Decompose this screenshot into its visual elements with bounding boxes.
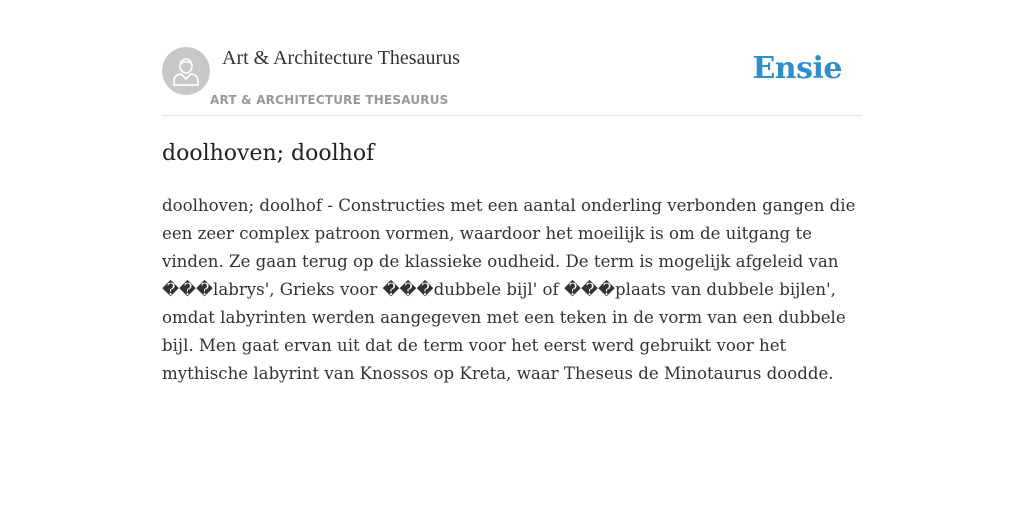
source-title[interactable]: Art & Architecture Thesaurus (222, 47, 460, 69)
user-icon (172, 56, 200, 86)
entry-title: doolhoven; doolhof (162, 141, 375, 166)
entry-definition: doolhoven; doolhof - Constructies met een aantal onderling verbonden gangen die een zeer complex patroon vormen, waardoor het moeilijk is om de uitgang te vinden. Ze gaan terug op de klassieke oudheid. De term is mogelijk afgeleid van ���labrys', Grieks voor ���dubbele bijl' of ���plaats van dubbele bijlen', omdat labyrinten werden aangegeven met een teken in de vorm van een dubbele bijl. Men gaat ervan uit dat de term voor het eerst werd gebruikt voor het mythische labyrint van Knossos op Kreta, waar Theseus de Minotaurus doodde. (162, 196, 856, 383)
divider (162, 115, 862, 116)
entry-header (162, 46, 862, 116)
source-subtitle[interactable]: ART & ARCHITECTURE THESAURUS (210, 93, 449, 107)
avatar[interactable] (162, 47, 210, 95)
brand-logo[interactable]: Ensie (752, 51, 842, 86)
